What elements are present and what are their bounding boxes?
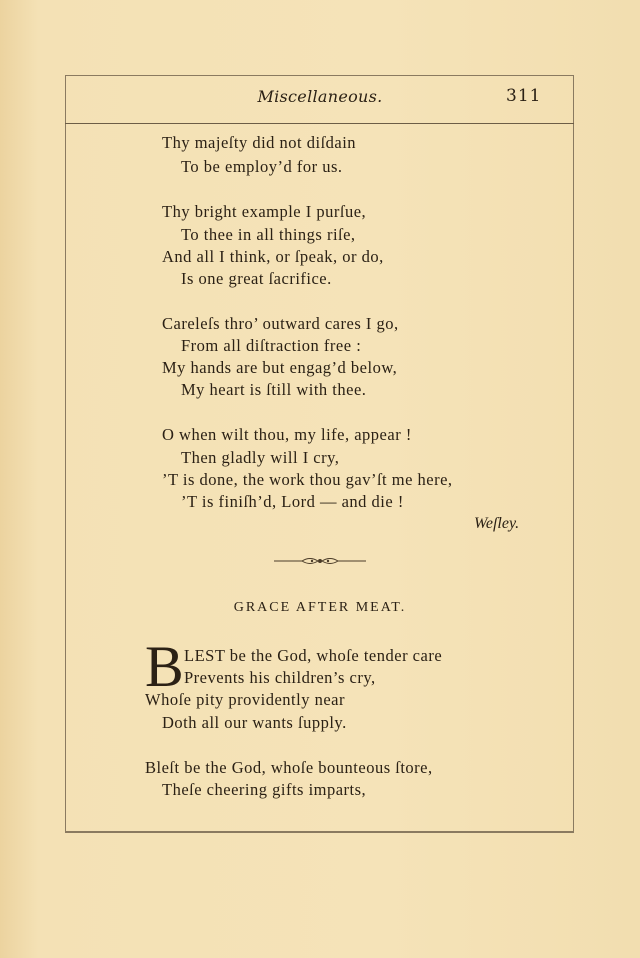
poem-line: To be employ’d for us. [181, 157, 343, 176]
poem-line: Theſe cheering gifts imparts, [162, 780, 367, 799]
poem-line: Prevents his children’s cry, [184, 668, 376, 687]
poem-line: And all I think, or ſpeak, or do, [162, 247, 384, 266]
poem-line: Bleſt be the God, whoſe bounteous ſtore, [145, 758, 433, 777]
poem-line: My heart is ſtill with thee. [181, 380, 367, 399]
running-head: Miscellaneous. [257, 87, 383, 106]
drop-cap: B [145, 634, 184, 699]
ornament-divider-icon [272, 554, 368, 568]
poem-line: From all diſtraction free : [181, 336, 362, 355]
section-title: GRACE AFTER MEAT. [233, 600, 407, 615]
poem-line: LEST be the God, whoſe tender care [184, 646, 443, 665]
poem-line: ’T is done, the work thou gav’ſt me here, [162, 470, 453, 489]
bottom-rule [65, 832, 574, 833]
poem-line: Doth all our wants ſupply. [162, 713, 347, 732]
header-rule [65, 123, 574, 124]
poem-line: My hands are but engag’d below, [162, 358, 398, 377]
poem-line: Whoſe pity providently near [145, 690, 345, 709]
attribution: Weſley. [474, 515, 520, 532]
poem-line: ’T is finiſh’d, Lord — and die ! [181, 492, 404, 511]
poem-line: Careleſs thro’ outward cares I go, [162, 314, 399, 333]
poem-line: Thy bright example I purſue, [162, 202, 367, 221]
poem-line: Thy majeſty did not diſdain [162, 133, 357, 152]
poem-line: Is one great ſacrifice. [181, 269, 332, 288]
poem-line: To thee in all things riſe, [181, 225, 356, 244]
poem-line: Then gladly will I cry, [181, 448, 340, 467]
poem-line: O when wilt thou, my life, appear ! [162, 425, 412, 444]
page-number: 311 [506, 86, 542, 106]
